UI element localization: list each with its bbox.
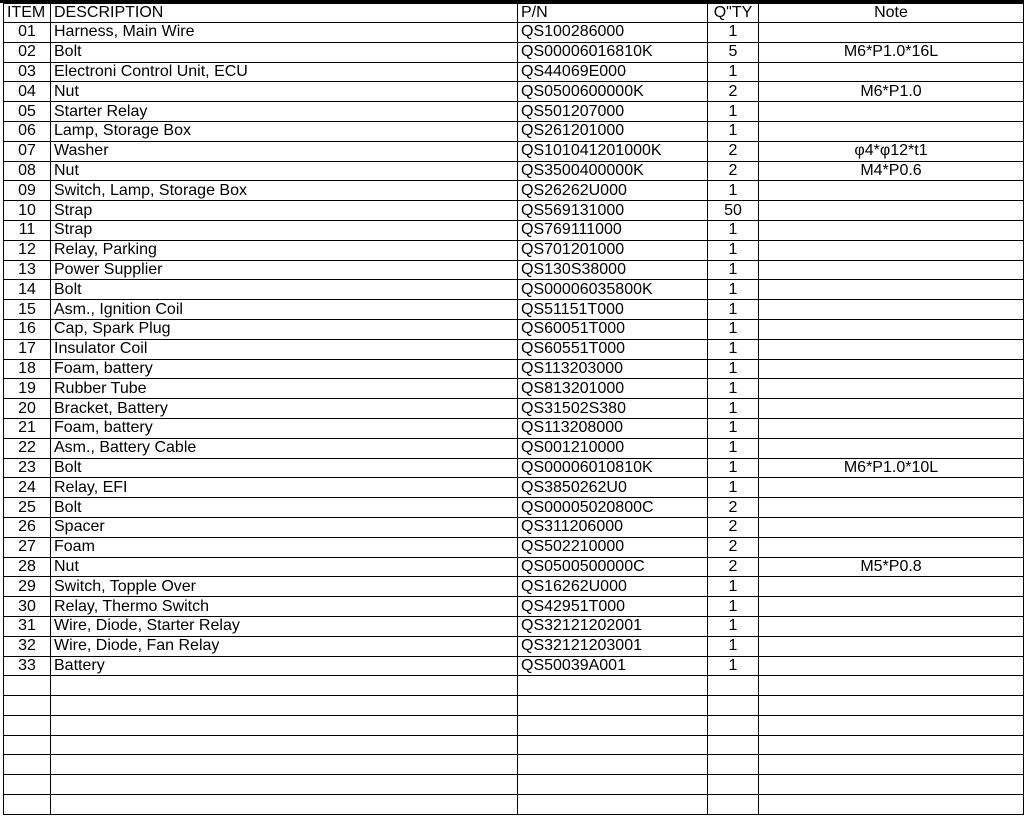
cell-part-number: QS813201000 [518, 379, 708, 399]
cell-note [759, 201, 1024, 221]
cell-note [759, 359, 1024, 379]
cell-part-number: QS0500600000K [518, 82, 708, 102]
cell-quantity: 2 [708, 498, 759, 518]
cell-note [759, 62, 1024, 82]
cell-description: Switch, Lamp, Storage Box [51, 181, 518, 201]
cell-item: 29 [4, 577, 51, 597]
cell-description: Washer [51, 141, 518, 161]
cell-quantity: 1 [708, 300, 759, 320]
cell-description: Foam, battery [51, 418, 518, 438]
cell-note: φ4*φ12*t1 [759, 141, 1024, 161]
cell-part-number-empty [518, 795, 708, 815]
cell-quantity: 2 [708, 537, 759, 557]
cell-description: Relay, Thermo Switch [51, 597, 518, 617]
cell-note [759, 102, 1024, 122]
cell-item: 19 [4, 379, 51, 399]
cell-quantity: 1 [708, 379, 759, 399]
cell-quantity: 1 [708, 478, 759, 498]
cell-quantity: 1 [708, 399, 759, 419]
table-row [4, 300, 1024, 320]
cell-note [759, 339, 1024, 359]
table-row [4, 181, 1024, 201]
cell-quantity: 1 [708, 220, 759, 240]
cell-note [759, 438, 1024, 458]
cell-part-number: QS101041201000K [518, 141, 708, 161]
cell-part-number: QS00006035800K [518, 280, 708, 300]
table-row [4, 597, 1024, 617]
cell-part-number: QS00006016810K [518, 42, 708, 62]
table-row [4, 557, 1024, 577]
cell-part-number-empty [518, 715, 708, 735]
cell-description: Bolt [51, 458, 518, 478]
cell-item: 12 [4, 240, 51, 260]
cell-part-number: QS26262U000 [518, 181, 708, 201]
cell-part-number-empty [518, 696, 708, 716]
cell-item: 15 [4, 300, 51, 320]
cell-note [759, 121, 1024, 141]
cell-item: 22 [4, 438, 51, 458]
cell-note [759, 181, 1024, 201]
table-row [4, 220, 1024, 240]
cell-item: 21 [4, 418, 51, 438]
table-row [4, 359, 1024, 379]
cell-note [759, 656, 1024, 676]
cell-item: 32 [4, 636, 51, 656]
cell-note-empty [759, 696, 1024, 716]
cell-note [759, 379, 1024, 399]
cell-part-number-empty [518, 676, 708, 696]
cell-item: 05 [4, 102, 51, 122]
cell-description: Electroni Control Unit, ECU [51, 62, 518, 82]
cell-item: 23 [4, 458, 51, 478]
cell-quantity: 1 [708, 121, 759, 141]
cell-description-empty [51, 795, 518, 815]
cell-note [759, 280, 1024, 300]
cell-quantity: 2 [708, 517, 759, 537]
cell-quantity: 2 [708, 557, 759, 577]
cell-part-number: QS44069E000 [518, 62, 708, 82]
cell-part-number: QS60051T000 [518, 319, 708, 339]
cell-item: 06 [4, 121, 51, 141]
cell-description: Wire, Diode, Starter Relay [51, 616, 518, 636]
cell-note [759, 616, 1024, 636]
cell-item: 28 [4, 557, 51, 577]
table-row [4, 82, 1024, 102]
cell-quantity: 2 [708, 141, 759, 161]
header-item: ITEM [4, 4, 51, 23]
cell-part-number: QS100286000 [518, 23, 708, 43]
cell-item: 30 [4, 597, 51, 617]
cell-description: Cap, Spark Plug [51, 319, 518, 339]
cell-description: Switch, Topple Over [51, 577, 518, 597]
cell-quantity: 1 [708, 280, 759, 300]
cell-part-number: QS00006010810K [518, 458, 708, 478]
cell-description: Bolt [51, 498, 518, 518]
cell-description: Strap [51, 201, 518, 221]
table-row [4, 141, 1024, 161]
cell-note [759, 220, 1024, 240]
cell-item: 27 [4, 537, 51, 557]
cell-quantity: 1 [708, 62, 759, 82]
table-row [4, 656, 1024, 676]
cell-note [759, 517, 1024, 537]
cell-note: M5*P0.8 [759, 557, 1024, 577]
table-row [4, 577, 1024, 597]
cell-note-empty [759, 795, 1024, 815]
empty-table-row [4, 795, 1024, 815]
cell-note [759, 260, 1024, 280]
cell-note-empty [759, 676, 1024, 696]
cell-part-number: QS16262U000 [518, 577, 708, 597]
cell-item: 17 [4, 339, 51, 359]
cell-quantity: 2 [708, 161, 759, 181]
header-note: Note [759, 4, 1024, 23]
cell-item-empty [4, 755, 51, 775]
cell-description: Wire, Diode, Fan Relay [51, 636, 518, 656]
cell-item: 04 [4, 82, 51, 102]
cell-description: Lamp, Storage Box [51, 121, 518, 141]
cell-description: Bracket, Battery [51, 399, 518, 419]
cell-note-empty [759, 735, 1024, 755]
cell-description: Rubber Tube [51, 379, 518, 399]
cell-item: 10 [4, 201, 51, 221]
cell-note [759, 418, 1024, 438]
cell-item: 13 [4, 260, 51, 280]
table-row [4, 399, 1024, 419]
table-row [4, 280, 1024, 300]
cell-description: Nut [51, 82, 518, 102]
cell-part-number: QS3500400000K [518, 161, 708, 181]
cell-quantity: 1 [708, 260, 759, 280]
cell-part-number: QS701201000 [518, 240, 708, 260]
cell-part-number: QS00005020800C [518, 498, 708, 518]
cell-part-number-empty [518, 775, 708, 795]
cell-note [759, 577, 1024, 597]
cell-item: 11 [4, 220, 51, 240]
header-quantity: Q"TY [708, 4, 759, 23]
empty-table-row [4, 735, 1024, 755]
cell-part-number: QS569131000 [518, 201, 708, 221]
cell-part-number: QS0500500000C [518, 557, 708, 577]
cell-note [759, 478, 1024, 498]
table-row [4, 498, 1024, 518]
cell-description: Strap [51, 220, 518, 240]
cell-quantity: 1 [708, 616, 759, 636]
cell-note [759, 498, 1024, 518]
cell-item: 02 [4, 42, 51, 62]
cell-item-empty [4, 696, 51, 716]
cell-quantity: 1 [708, 240, 759, 260]
cell-part-number: QS113203000 [518, 359, 708, 379]
cell-quantity: 1 [708, 23, 759, 43]
table-row [4, 62, 1024, 82]
table-row [4, 537, 1024, 557]
cell-item: 33 [4, 656, 51, 676]
cell-description-empty [51, 755, 518, 775]
empty-table-row [4, 775, 1024, 795]
cell-note-empty [759, 715, 1024, 735]
cell-item: 09 [4, 181, 51, 201]
cell-part-number: QS3850262U0 [518, 478, 708, 498]
cell-quantity-empty [708, 676, 759, 696]
table-row [4, 23, 1024, 43]
cell-item: 18 [4, 359, 51, 379]
table-row [4, 102, 1024, 122]
cell-description: Relay, Parking [51, 240, 518, 260]
cell-note [759, 597, 1024, 617]
parts-list-table [3, 3, 1024, 815]
cell-note [759, 300, 1024, 320]
cell-description: Asm., Battery Cable [51, 438, 518, 458]
cell-item-empty [4, 676, 51, 696]
empty-table-row [4, 696, 1024, 716]
table-row [4, 438, 1024, 458]
cell-quantity-empty [708, 755, 759, 775]
cell-description: Power Supplier [51, 260, 518, 280]
cell-quantity-empty [708, 795, 759, 815]
cell-description: Spacer [51, 517, 518, 537]
cell-quantity: 50 [708, 201, 759, 221]
cell-quantity: 1 [708, 319, 759, 339]
table-row [4, 319, 1024, 339]
cell-item: 20 [4, 399, 51, 419]
cell-quantity: 1 [708, 577, 759, 597]
cell-quantity: 1 [708, 438, 759, 458]
cell-part-number: QS31502S380 [518, 399, 708, 419]
cell-quantity: 1 [708, 458, 759, 478]
cell-part-number: QS51151T000 [518, 300, 708, 320]
cell-description: Battery [51, 656, 518, 676]
table-row [4, 161, 1024, 181]
table-row [4, 379, 1024, 399]
cell-description-empty [51, 696, 518, 716]
cell-quantity: 1 [708, 418, 759, 438]
cell-description-empty [51, 676, 518, 696]
cell-description: Insulator Coil [51, 339, 518, 359]
table-row [4, 121, 1024, 141]
cell-note [759, 399, 1024, 419]
cell-item-empty [4, 715, 51, 735]
table-row [4, 636, 1024, 656]
cell-description-empty [51, 775, 518, 795]
cell-note [759, 319, 1024, 339]
table-header-row [4, 4, 1024, 23]
cell-note [759, 240, 1024, 260]
cell-item: 26 [4, 517, 51, 537]
table-row [4, 201, 1024, 221]
cell-item: 01 [4, 23, 51, 43]
cell-item: 03 [4, 62, 51, 82]
cell-quantity: 1 [708, 359, 759, 379]
cell-quantity: 5 [708, 42, 759, 62]
cell-quantity: 2 [708, 82, 759, 102]
cell-part-number: QS32121202001 [518, 616, 708, 636]
cell-part-number: QS32121203001 [518, 636, 708, 656]
table-body [4, 23, 1024, 815]
cell-quantity: 1 [708, 102, 759, 122]
cell-quantity: 1 [708, 636, 759, 656]
cell-item: 24 [4, 478, 51, 498]
cell-note [759, 23, 1024, 43]
cell-quantity-empty [708, 735, 759, 755]
table-row [4, 478, 1024, 498]
cell-part-number: QS60551T000 [518, 339, 708, 359]
header-description: DESCRIPTION [51, 4, 518, 23]
cell-note: M4*P0.6 [759, 161, 1024, 181]
cell-note-empty [759, 755, 1024, 775]
cell-note: M6*P1.0 [759, 82, 1024, 102]
cell-part-number-empty [518, 735, 708, 755]
table-row [4, 240, 1024, 260]
table-row [4, 616, 1024, 636]
cell-item-empty [4, 735, 51, 755]
cell-part-number: QS130S38000 [518, 260, 708, 280]
cell-description: Nut [51, 557, 518, 577]
table-row [4, 339, 1024, 359]
cell-quantity-empty [708, 696, 759, 716]
cell-item: 08 [4, 161, 51, 181]
cell-item: 07 [4, 141, 51, 161]
cell-part-number: QS502210000 [518, 537, 708, 557]
cell-note: M6*P1.0*16L [759, 42, 1024, 62]
cell-quantity: 1 [708, 656, 759, 676]
cell-item-empty [4, 775, 51, 795]
cell-description: Foam, battery [51, 359, 518, 379]
cell-part-number-empty [518, 755, 708, 775]
cell-description-empty [51, 735, 518, 755]
cell-item: 25 [4, 498, 51, 518]
table-row [4, 42, 1024, 62]
cell-part-number: QS42951T000 [518, 597, 708, 617]
cell-note [759, 537, 1024, 557]
cell-part-number: QS113208000 [518, 418, 708, 438]
empty-table-row [4, 715, 1024, 735]
cell-note: M6*P1.0*10L [759, 458, 1024, 478]
cell-quantity: 1 [708, 597, 759, 617]
table-row [4, 260, 1024, 280]
cell-description-empty [51, 715, 518, 735]
cell-part-number: QS501207000 [518, 102, 708, 122]
cell-description: Nut [51, 161, 518, 181]
cell-description: Starter Relay [51, 102, 518, 122]
cell-part-number: QS001210000 [518, 438, 708, 458]
cell-part-number: QS50039A001 [518, 656, 708, 676]
cell-description: Bolt [51, 280, 518, 300]
cell-description: Harness, Main Wire [51, 23, 518, 43]
cell-quantity: 1 [708, 181, 759, 201]
cell-item: 14 [4, 280, 51, 300]
cell-part-number: QS769111000 [518, 220, 708, 240]
cell-description: Asm., Ignition Coil [51, 300, 518, 320]
empty-table-row [4, 676, 1024, 696]
cell-description: Bolt [51, 42, 518, 62]
header-part-number: P/N [518, 4, 708, 23]
cell-quantity: 1 [708, 339, 759, 359]
cell-description: Relay, EFI [51, 478, 518, 498]
cell-part-number: QS261201000 [518, 121, 708, 141]
cell-note [759, 636, 1024, 656]
empty-table-row [4, 755, 1024, 775]
table-row [4, 418, 1024, 438]
cell-part-number: QS311206000 [518, 517, 708, 537]
table-row [4, 458, 1024, 478]
cell-description: Foam [51, 537, 518, 557]
cell-note-empty [759, 775, 1024, 795]
cell-quantity-empty [708, 775, 759, 795]
cell-item-empty [4, 795, 51, 815]
table-row [4, 517, 1024, 537]
cell-quantity-empty [708, 715, 759, 735]
cell-item: 31 [4, 616, 51, 636]
cell-item: 16 [4, 319, 51, 339]
